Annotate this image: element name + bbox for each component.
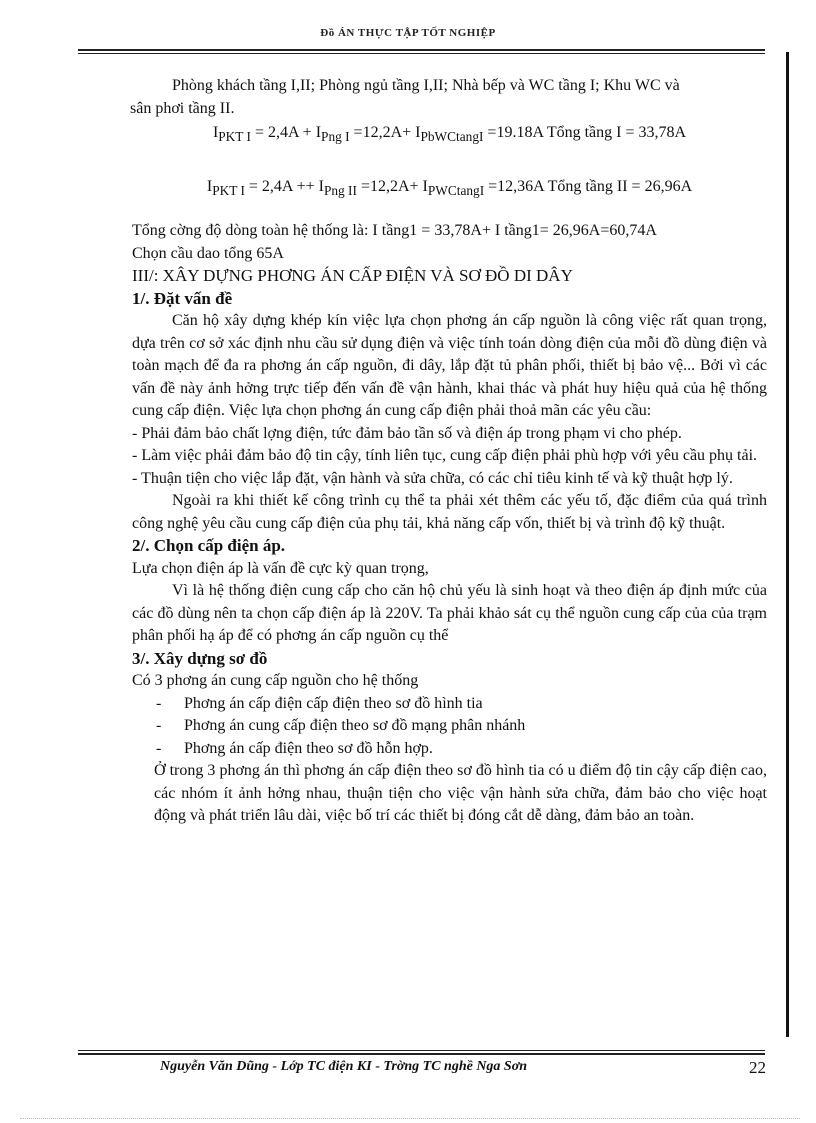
subsection-2-line: Lựa chọn điện áp là vấn đề cực kỳ quan trọng,	[132, 559, 429, 577]
intro-line-2: sân phơi tầng II.	[130, 99, 235, 117]
subsection-1-paragraph-2: Ngoài ra khi thiết kế công trình cụ thể ta phải xét thêm các yếu tố, đặc điểm của quá trình công nghệ yêu cầu cung cấp điện của phụ tải, khả năng cấp vốn, thiết bị và trình độ kỹ thuật.	[132, 492, 767, 532]
total-current-line: Tổng cờng độ dòng toàn hệ thống là: I tầng1 = 33,78A+ I tầng1= 26,96A=60,74A	[132, 222, 657, 240]
breaker-line: Chọn cầu dao tổng 65A	[132, 244, 284, 262]
subsection-1-title: 1/. Đặt vấn đề	[132, 288, 233, 308]
footer-author-line: Nguyễn Văn Dũng - Lớp TC điện KI - Trờng TC nghề Nga Sơn	[160, 1059, 528, 1074]
page-number: 22	[749, 1058, 766, 1077]
formula-floor-1: $I_{PKT I} = 2,4A + I_{Png I} =12,2A+ I_{PbWCtangI} =19.18A$ Tổng tầng I = 33,78A	[212, 124, 687, 145]
conclusion-paragraph: Ở trong 3 phơng án thì phơng án cấp điện theo sơ đồ hình tia có u điểm độ tin cậy cấp điện cao, các nhóm ít ảnh hởng nhau, thuận tiện cho việc vận hành sửa chữa, đảm bảo cho việc hoạt động và phát triển lâu dài, việc bố trí các thiết bị đóng cắt dễ dàng, đảm bảo an toàn.	[154, 762, 767, 825]
intro-line-1: Phòng khách tầng I,II; Phòng ngủ tầng I,II; Nhà bếp và WC tầng I; Khu WC và	[172, 77, 680, 94]
list-item: - Phơng án cấp điện theo sơ đồ hỗn hợp.	[156, 738, 767, 761]
options-list	[132, 693, 767, 761]
page-right-border	[786, 52, 789, 1037]
requirement-1: - Phải đảm bảo chất lợng điện, tức đảm bảo tần số và điện áp trong phạm vi cho phép.	[132, 424, 682, 442]
subsection-3-title: 3/. Xây dựng sơ đồ	[132, 648, 268, 668]
document-body	[132, 75, 767, 828]
requirement-2: - Làm việc phải đảm bảo độ tin cậy, tính liên tục, cung cấp điện phải phù hợp với yêu cầu phụ tải.	[132, 447, 758, 465]
footer-rule-thin	[78, 1050, 765, 1051]
page-header-title: Đồ ÁN THỰC TẬP TỐT NGHIỆP	[320, 27, 496, 39]
list-item: - Phơng án cấp điện cấp điện theo sơ đồ hình tia	[156, 693, 767, 716]
list-item: - Phơng án cung cấp điện theo sơ đồ mạng phân nhánh	[156, 715, 767, 738]
subsection-2-paragraph: Vì là hệ thống điện cung cấp cho căn hộ chủ yếu là sinh hoạt và theo điện áp định mức của các đồ dùng nên ta chọn cấp điện áp là 220V. Ta phải khảo sát cụ thể nguồn cung cấp của của trạm phân phối hạ áp để có phơng án cấp nguồn cụ thể	[132, 582, 767, 645]
bottom-dotted-divider	[20, 1118, 800, 1119]
formula-floor-2: $I_{PKT I} = 2,4A ++ I_{Png II} =12,2A+ I_{PWCtangI} =12,36A$ Tổng tầng II = 26,96A	[206, 177, 693, 198]
footer-rule	[78, 1053, 765, 1055]
section-3-title: III/: XÂY DỰNG PHƠNG ÁN CẤP ĐIỆN VÀ SƠ ĐỒ DI DÂY	[132, 266, 573, 286]
header-rule	[78, 49, 765, 51]
header-rule-thin	[78, 53, 765, 54]
requirement-3: - Thuận tiện cho việc lắp đặt, vận hành và sửa chữa, có các chỉ tiêu kinh tế và kỹ thuật hợp lý.	[132, 469, 733, 487]
subsection-2-title: 2/. Chọn cấp điện áp.	[132, 536, 286, 556]
subsection-3-line: Có 3 phơng án cung cấp nguồn cho hệ thống	[132, 672, 419, 690]
subsection-1-paragraph-1: Căn hộ xây dựng khép kín việc lựa chọn phơng án cấp nguồn là công việc rất quan trọng, dựa trên cơ sở xác định nhu cầu sử dụng điện và việc tính toán dòng điện của mỗi đồ dùng điện và toàn mạch để đa ra phơng án cấp nguồn, đi dây, lắp đặt tủ phân phối, thiết bị bảo vệ... Bởi vì các vấn đề này ảnh hởng trực tiếp đến vấn đề vận hành, khai thác và phát huy hiệu quả của hệ thống cung cấp điện. Việc lựa chọn phơng án cung cấp điện phải thoả mãn các yêu cầu:	[132, 312, 767, 420]
